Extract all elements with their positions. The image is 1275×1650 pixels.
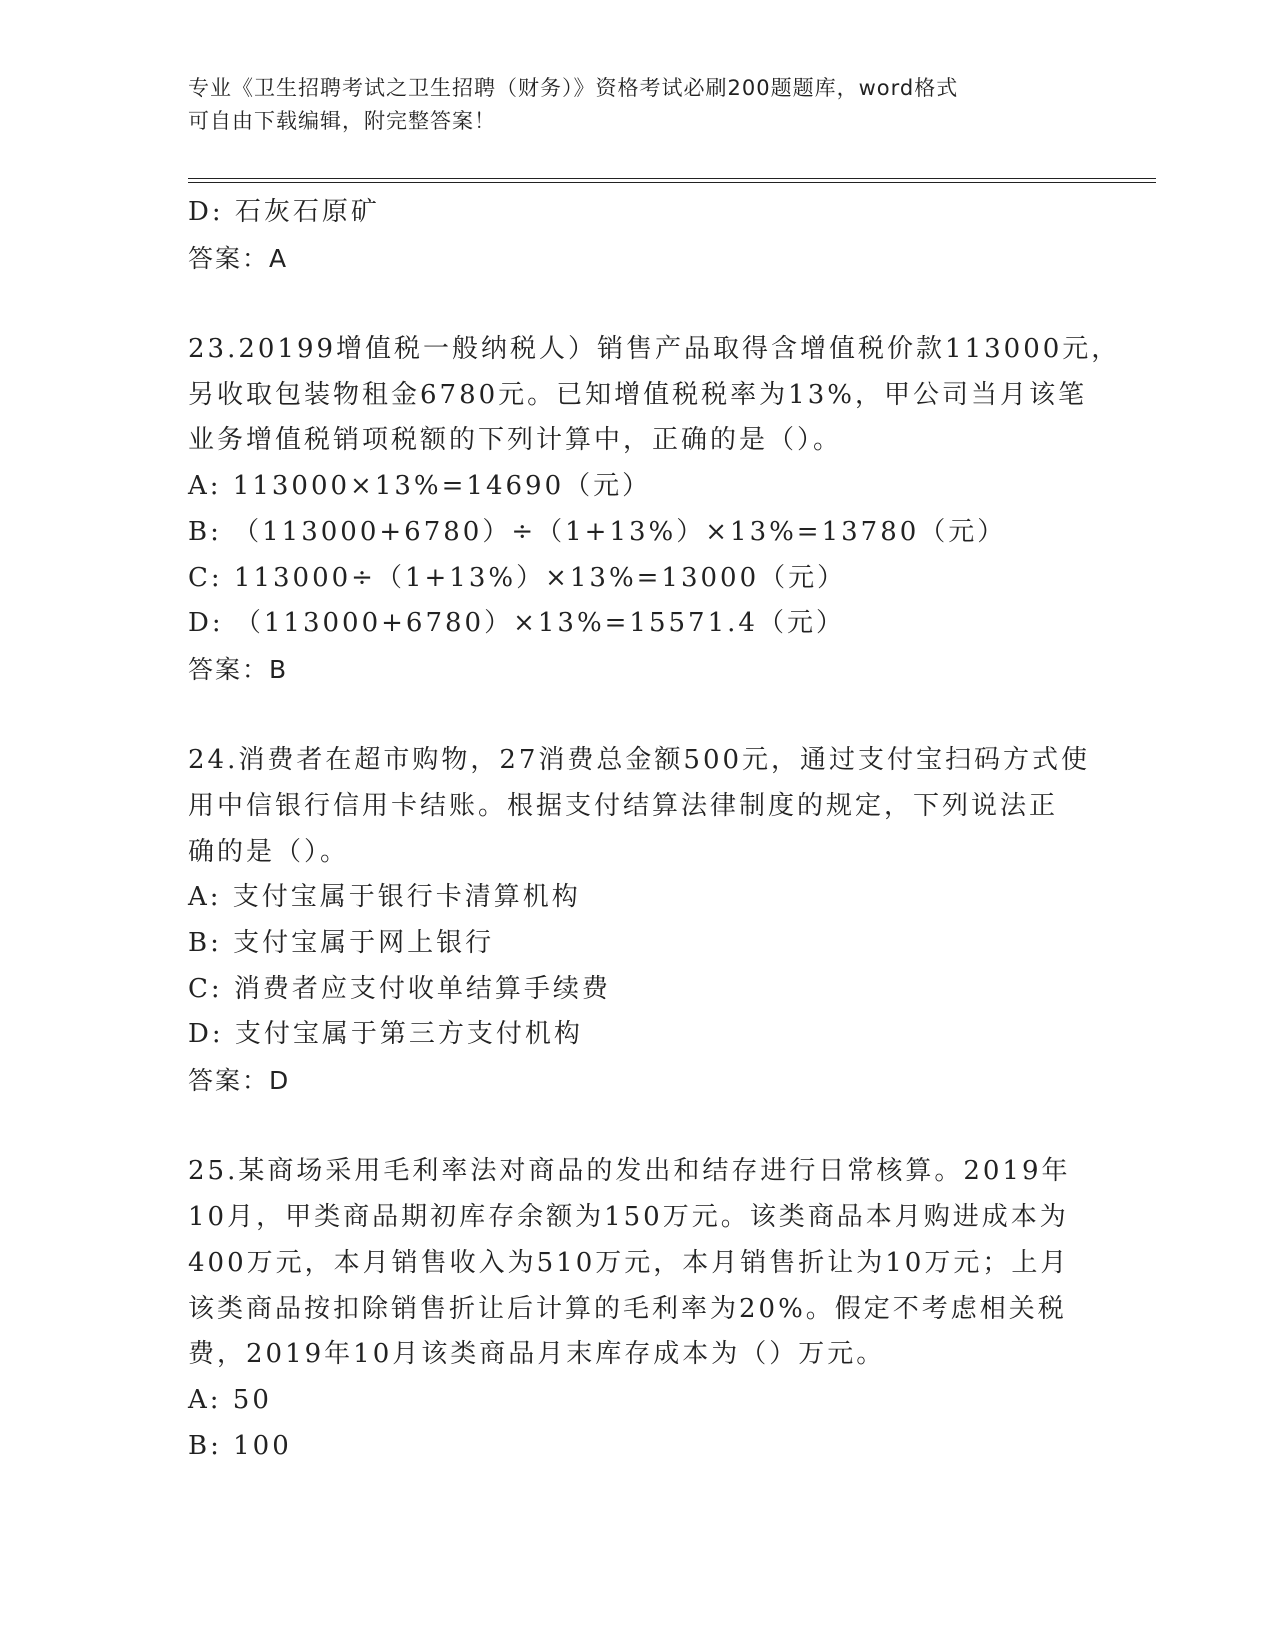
question-24-option-c: C: 消费者应支付收单结算手续费	[188, 973, 611, 1004]
question-24-line-1: 24.消费者在超市购物，27消费总金额500元，通过支付宝扫码方式使	[188, 745, 1091, 776]
question-25-option-b: B: 100	[188, 1430, 292, 1461]
question-25-line-3: 400万元，本月销售收入为510万元，本月销售折让为10万元；上月	[188, 1247, 1070, 1278]
question-23-line-2: 另收取包装物租金6780元。已知增值税税率为13%，甲公司当月该笔	[188, 379, 1087, 410]
question-25-line-5: 费，2019年10月该类商品月末库存成本为（）万元。	[188, 1339, 886, 1370]
prev-answer: 答案：A	[188, 243, 289, 273]
question-24-text	[188, 738, 1091, 875]
question-25-line-2: 10月，甲类商品期初库存余额为150万元。该类商品本月购进成本为	[188, 1202, 1069, 1233]
question-24-option-a: A: 支付宝属于银行卡清算机构	[188, 882, 581, 913]
question-25-option-a: A: 50	[188, 1384, 272, 1415]
question-23-line-1: 23.20199增值税一般纳税人）销售产品取得含增值税价款113000元，	[188, 334, 1121, 365]
document-header	[188, 72, 1068, 138]
question-23-answer: 答案：B	[188, 654, 289, 684]
prev-option-d: D: 石灰石原矿	[188, 197, 380, 227]
question-23-option-d: D: （113000+6780）×13%=15571.4（元）	[188, 608, 845, 639]
header-divider-bottom	[188, 182, 1156, 183]
question-23-option-a: A: 113000×13%=14690（元）	[188, 471, 652, 502]
question-24-line-3: 确的是（）。	[188, 836, 350, 867]
question-24-line-2: 用中信银行信用卡结账。根据支付结算法律制度的规定，下列说法正	[188, 790, 1059, 821]
document-body	[188, 190, 1121, 1469]
question-23-option-c: C: 113000÷（1+13%）×13%=13000（元）	[188, 562, 847, 593]
header-line-1: 专业《卫生招聘考试之卫生招聘（财务）》资格考试必刷200题题库，word格式	[188, 76, 959, 100]
header-line-2: 可自由下载编辑，附完整答案！	[188, 109, 496, 133]
question-23-line-3: 业务增值税销项税额的下列计算中，正确的是（）。	[188, 425, 843, 456]
spacer	[188, 1104, 1088, 1150]
header-divider-top	[188, 178, 1156, 179]
question-23-text	[188, 327, 1121, 464]
question-24-option-b: B: 支付宝属于网上银行	[188, 928, 495, 958]
spacer	[188, 281, 1088, 327]
question-25-text	[188, 1149, 1088, 1377]
question-25-line-1: 25.某商场采用毛利率法对商品的发出和结存进行日常核算。2019年	[188, 1156, 1071, 1187]
question-23-option-b: B: （113000+6780）÷（1+13%）×13%=13780（元）	[188, 516, 1007, 547]
question-24-answer: 答案：D	[188, 1066, 291, 1096]
question-24-option-d: D: 支付宝属于第三方支付机构	[188, 1019, 583, 1050]
question-25-line-4: 该类商品按扣除销售折让后计算的毛利率为20%。假定不考虑相关税	[188, 1293, 1067, 1324]
spacer	[188, 693, 1088, 739]
